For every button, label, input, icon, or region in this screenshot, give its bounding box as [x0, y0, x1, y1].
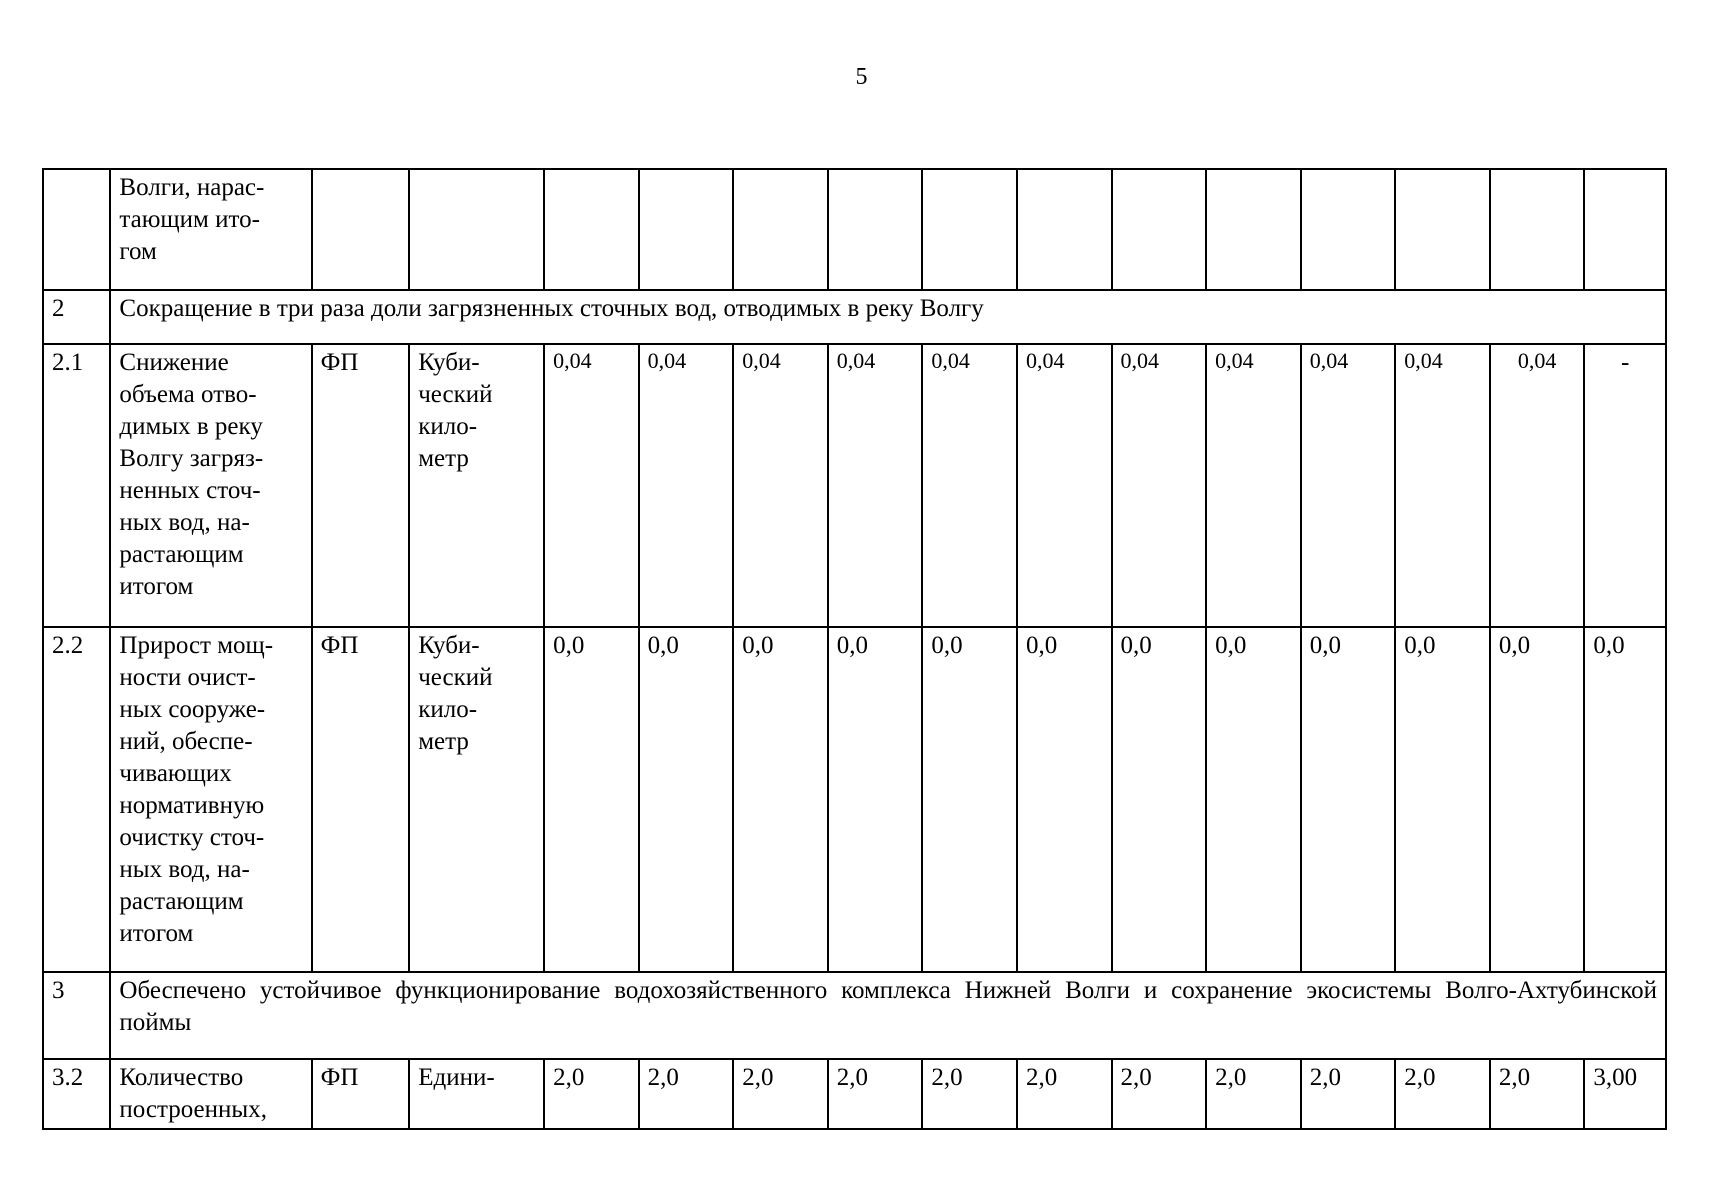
description-line: объема отво- [119, 381, 257, 408]
value-cell [1206, 169, 1301, 290]
table-row [43, 1059, 1666, 1129]
unit-cell [409, 169, 544, 290]
value-cell: 0,0 [1584, 627, 1666, 972]
value-cell [1584, 169, 1666, 290]
unit-line: метр [418, 728, 469, 755]
description-line: димых в реку [119, 413, 263, 440]
indicator-description-cell [110, 627, 311, 972]
value-cell: 0,04 [1112, 344, 1207, 627]
description-line: Снижение [119, 349, 229, 376]
unit-line: ческий [418, 381, 493, 408]
value-cell [1017, 169, 1112, 290]
value-cell [922, 169, 1017, 290]
value-cell: 0,0 [1490, 627, 1585, 972]
value-cell [1301, 169, 1396, 290]
value-cell: 0,04 [1395, 344, 1490, 627]
value-cell: 0,04 [639, 344, 734, 627]
value-cell: 2,0 [922, 1059, 1017, 1129]
value-cell: 0,0 [1017, 627, 1112, 972]
description-line: Волги, нарас- [119, 174, 265, 201]
type-cell [312, 169, 410, 290]
row-number: 3.2 [43, 1059, 110, 1129]
description-line: итогом [119, 573, 194, 600]
indicators-table [42, 168, 1667, 1130]
value-cell [1490, 169, 1585, 290]
description-line: Прирост мощ- [119, 632, 274, 659]
value-cell: 2,0 [733, 1059, 828, 1129]
section-number: 3 [43, 972, 110, 1059]
value-cell: 0,04 [1206, 344, 1301, 627]
value-cell: 0,0 [639, 627, 734, 972]
unit-line: метр [418, 445, 469, 472]
description-line: растающим [119, 541, 244, 568]
description-line: ний, обеспе- [119, 728, 253, 755]
page-number: 5 [855, 64, 868, 90]
description-line: итогом [119, 920, 194, 947]
type-cell: ФП [312, 1059, 410, 1129]
unit-line: кило- [418, 696, 478, 723]
value-cell: 0,04 [1490, 344, 1585, 627]
description-line: ности очист- [119, 664, 256, 691]
value-cell: 2,0 [1490, 1059, 1585, 1129]
description-line: ных вод, на- [119, 509, 250, 536]
section-title: Сокращение в три раза доли загрязненных сточных вод, отводимых в реку Волгу [110, 290, 1666, 344]
value-cell: 2,0 [828, 1059, 923, 1129]
unit-line: Куби- [418, 632, 480, 659]
unit-line: ческий [418, 664, 493, 691]
unit-cell [409, 344, 544, 627]
description-line: Волгу загряз- [119, 445, 264, 472]
value-cell: 2,0 [544, 1059, 639, 1129]
value-cell: - [1584, 344, 1666, 627]
value-cell: 0,04 [544, 344, 639, 627]
unit-cell [409, 1059, 544, 1129]
section-row [43, 972, 1666, 1059]
description-line: ненных сточ- [119, 477, 261, 504]
value-cell: 2,0 [1395, 1059, 1490, 1129]
value-cell: 2,0 [1112, 1059, 1207, 1129]
table-row-continuation [43, 169, 1666, 290]
value-cell [733, 169, 828, 290]
value-cell: 0,04 [733, 344, 828, 627]
unit-cell [409, 627, 544, 972]
value-cell: 0,0 [1395, 627, 1490, 972]
section-number: 2 [43, 290, 110, 344]
value-cell: 0,0 [1206, 627, 1301, 972]
value-cell: 2,0 [639, 1059, 734, 1129]
section-row [43, 290, 1666, 344]
unit-line: Едини- [418, 1064, 495, 1091]
unit-line: кило- [418, 413, 478, 440]
value-cell: 0,0 [1301, 627, 1396, 972]
description-line: очистку сточ- [119, 824, 265, 851]
value-cell: 3,00 [1584, 1059, 1666, 1129]
description-line: ных сооруже- [119, 696, 266, 723]
table-row [43, 627, 1666, 972]
value-cell [1112, 169, 1207, 290]
value-cell: 2,0 [1301, 1059, 1396, 1129]
value-cell: 0,04 [922, 344, 1017, 627]
value-cell: 0,0 [828, 627, 923, 972]
type-cell: ФП [312, 627, 410, 972]
value-cell: 0,0 [733, 627, 828, 972]
section-title: Обеспечено устойчивое функционирование водохозяйственного комплекса Нижней Волги и сохранение экосистемы Волго-Ахтубинской поймы [110, 972, 1666, 1059]
description-line: растающим [119, 888, 244, 915]
unit-line: Куби- [418, 349, 480, 376]
value-cell [828, 169, 923, 290]
row-number-cell [43, 169, 110, 290]
description-line: тающим ито- [119, 206, 260, 233]
description-line: чивающих [119, 760, 232, 787]
value-cell [1395, 169, 1490, 290]
value-cell: 2,0 [1206, 1059, 1301, 1129]
value-cell [639, 169, 734, 290]
description-line: нормативную [119, 792, 265, 819]
indicator-description-cell [110, 169, 311, 290]
value-cell: 2,0 [1017, 1059, 1112, 1129]
indicator-description-cell [110, 344, 311, 627]
value-cell: 0,0 [922, 627, 1017, 972]
value-cell: 0,04 [828, 344, 923, 627]
value-cell: 0,0 [1112, 627, 1207, 972]
type-cell: ФП [312, 344, 410, 627]
value-cell: 0,0 [544, 627, 639, 972]
value-cell: 0,04 [1017, 344, 1112, 627]
value-cell [544, 169, 639, 290]
description-line: ных вод, на- [119, 856, 250, 883]
table-row [43, 344, 1666, 627]
indicator-description-cell [110, 1059, 311, 1129]
description-line: построенных, [119, 1096, 267, 1123]
description-line: гом [119, 238, 157, 265]
value-cell: 0,04 [1301, 344, 1396, 627]
description-line: Количество [119, 1064, 244, 1091]
row-number: 2.1 [43, 344, 110, 627]
row-number: 2.2 [43, 627, 110, 972]
